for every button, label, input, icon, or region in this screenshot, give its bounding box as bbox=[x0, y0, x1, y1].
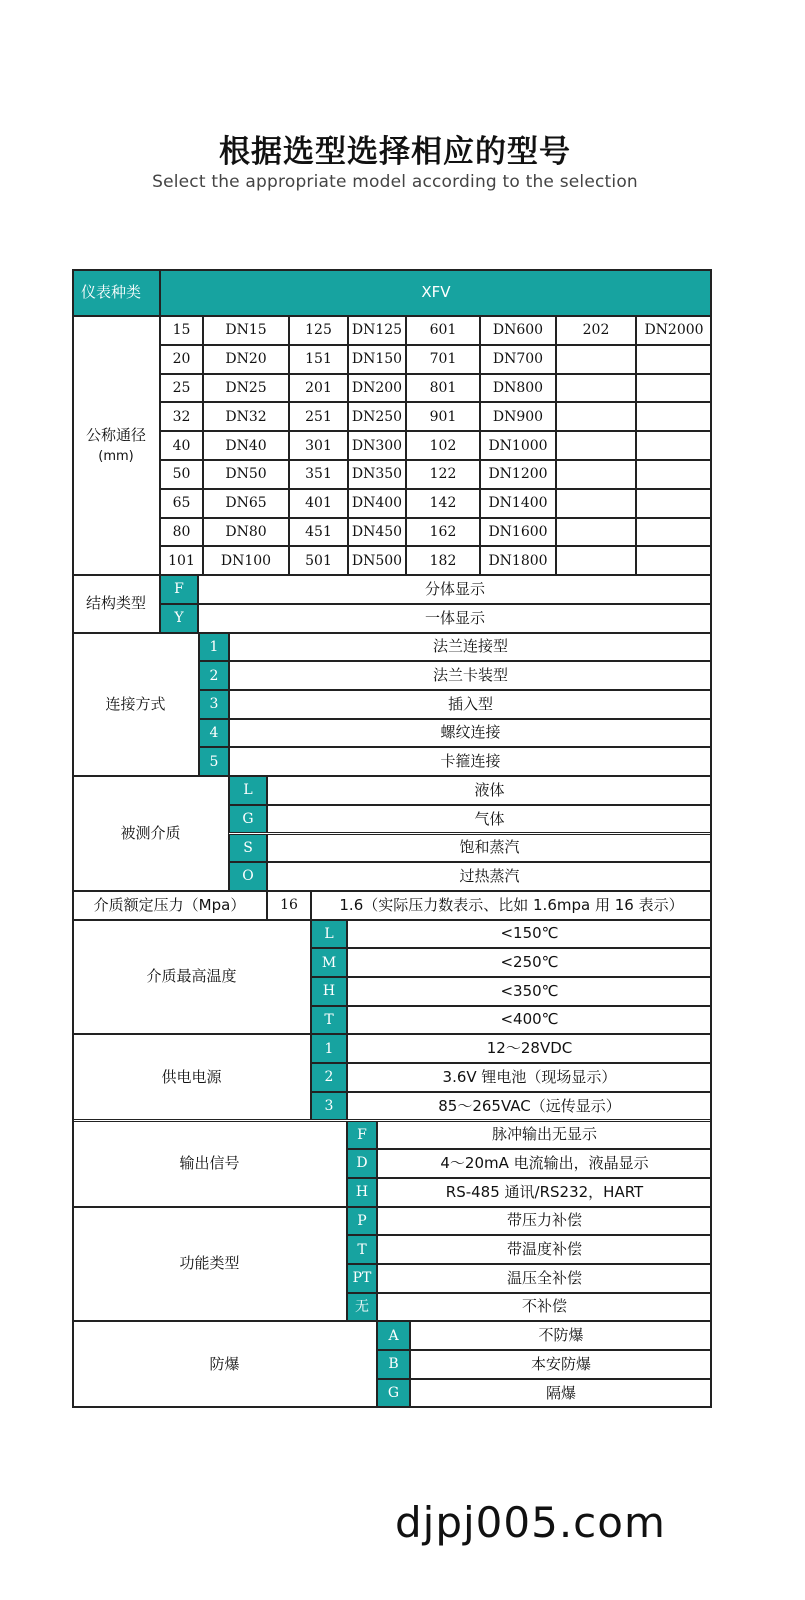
option-code: G bbox=[229, 805, 267, 834]
diameter-cell: DN25 bbox=[203, 374, 289, 403]
nominal-diameter-title: 公称通径 bbox=[85, 425, 146, 444]
option-code: 1 bbox=[199, 633, 229, 662]
nominal-diameter-unit: (mm) bbox=[98, 448, 134, 464]
option-desc: 不防爆 bbox=[410, 1321, 712, 1350]
diameter-cell: 301 bbox=[289, 431, 348, 460]
diameter-cell: 151 bbox=[289, 345, 348, 374]
diameter-cell bbox=[636, 489, 712, 518]
option-desc: RS-485 通讯/RS232，HART bbox=[377, 1178, 712, 1207]
option-code: Y bbox=[160, 604, 198, 633]
diameter-cell: DN40 bbox=[203, 431, 289, 460]
diameter-cell bbox=[556, 518, 636, 547]
option-desc: 带温度补偿 bbox=[377, 1235, 712, 1264]
diameter-cell: 125 bbox=[289, 316, 348, 345]
option-code: 无 bbox=[347, 1293, 377, 1322]
section-label: 连接方式 bbox=[72, 633, 199, 777]
diameter-cell: DN700 bbox=[480, 345, 556, 374]
diameter-cell: 101 bbox=[160, 546, 203, 575]
option-desc: 法兰连接型 bbox=[229, 633, 712, 662]
section-label: 功能类型 bbox=[72, 1207, 347, 1322]
instrument-type-label: 仪表种类 bbox=[72, 269, 160, 316]
section-label: 介质额定压力（Mpa） bbox=[72, 891, 267, 920]
diameter-cell: 65 bbox=[160, 489, 203, 518]
diameter-cell: 32 bbox=[160, 402, 203, 431]
diameter-cell: DN80 bbox=[203, 518, 289, 547]
diameter-cell: DN2000 bbox=[636, 316, 712, 345]
diameter-cell: 202 bbox=[556, 316, 636, 345]
diameter-cell: DN50 bbox=[203, 460, 289, 489]
diameter-cell: 401 bbox=[289, 489, 348, 518]
page-title: 根据选型选择相应的型号 bbox=[219, 134, 571, 170]
option-desc: 脉冲输出无显示 bbox=[377, 1121, 712, 1150]
diameter-cell bbox=[636, 431, 712, 460]
option-code: 4 bbox=[199, 719, 229, 748]
option-code: D bbox=[347, 1149, 377, 1178]
diameter-cell bbox=[556, 460, 636, 489]
option-desc: 本安防爆 bbox=[410, 1350, 712, 1379]
option-code: 2 bbox=[311, 1063, 347, 1092]
option-desc: 气体 bbox=[267, 805, 712, 834]
diameter-cell: DN65 bbox=[203, 489, 289, 518]
option-code: 1 bbox=[311, 1034, 347, 1063]
diameter-cell: DN100 bbox=[203, 546, 289, 575]
option-code: M bbox=[311, 948, 347, 977]
section-label: 被测介质 bbox=[72, 776, 229, 891]
section-label: 结构类型 bbox=[72, 575, 160, 632]
diameter-cell bbox=[636, 546, 712, 575]
option-code: 16 bbox=[267, 891, 311, 920]
diameter-cell: 201 bbox=[289, 374, 348, 403]
diameter-cell: DN150 bbox=[348, 345, 406, 374]
option-code: O bbox=[229, 862, 267, 891]
option-code: L bbox=[311, 920, 347, 949]
diameter-cell: DN32 bbox=[203, 402, 289, 431]
diameter-cell: DN600 bbox=[480, 316, 556, 345]
option-desc: 分体显示 bbox=[198, 575, 712, 604]
diameter-cell: 351 bbox=[289, 460, 348, 489]
diameter-cell: 25 bbox=[160, 374, 203, 403]
section-label: 介质最高温度 bbox=[72, 920, 311, 1035]
option-code: 3 bbox=[199, 690, 229, 719]
diameter-cell: 15 bbox=[160, 316, 203, 345]
option-desc: 饱和蒸汽 bbox=[267, 834, 712, 863]
diameter-cell: DN1000 bbox=[480, 431, 556, 460]
option-code: PT bbox=[347, 1264, 377, 1293]
option-desc: 带压力补偿 bbox=[377, 1207, 712, 1236]
diameter-cell: 451 bbox=[289, 518, 348, 547]
diameter-cell bbox=[556, 345, 636, 374]
diameter-cell bbox=[556, 546, 636, 575]
option-code: G bbox=[377, 1379, 410, 1408]
diameter-cell: DN800 bbox=[480, 374, 556, 403]
option-code: S bbox=[229, 834, 267, 863]
option-desc: 温压全补偿 bbox=[377, 1264, 712, 1293]
option-code: F bbox=[160, 575, 198, 604]
diameter-cell: DN900 bbox=[480, 402, 556, 431]
diameter-cell: DN20 bbox=[203, 345, 289, 374]
diameter-cell: 162 bbox=[406, 518, 480, 547]
diameter-cell: 40 bbox=[160, 431, 203, 460]
site-watermark: djpj005.com bbox=[395, 1498, 666, 1547]
diameter-cell: 801 bbox=[406, 374, 480, 403]
option-desc: 法兰卡装型 bbox=[229, 661, 712, 690]
diameter-cell: 122 bbox=[406, 460, 480, 489]
diameter-cell: DN400 bbox=[348, 489, 406, 518]
diameter-cell: 701 bbox=[406, 345, 480, 374]
diameter-cell: 601 bbox=[406, 316, 480, 345]
diameter-cell: 80 bbox=[160, 518, 203, 547]
diameter-cell: 182 bbox=[406, 546, 480, 575]
option-code: 5 bbox=[199, 747, 229, 776]
option-code: A bbox=[377, 1321, 410, 1350]
diameter-cell bbox=[636, 345, 712, 374]
option-desc: <150℃ bbox=[347, 920, 712, 949]
section-label: 供电电源 bbox=[72, 1034, 311, 1120]
option-desc: <250℃ bbox=[347, 948, 712, 977]
diameter-cell: DN125 bbox=[348, 316, 406, 345]
diameter-cell bbox=[556, 374, 636, 403]
section-label: 输出信号 bbox=[72, 1121, 347, 1207]
option-desc: 螺纹连接 bbox=[229, 719, 712, 748]
diameter-cell: 501 bbox=[289, 546, 348, 575]
diameter-cell: DN300 bbox=[348, 431, 406, 460]
diameter-cell bbox=[636, 518, 712, 547]
option-desc: 4～20mA 电流输出，液晶显示 bbox=[377, 1149, 712, 1178]
diameter-cell bbox=[556, 489, 636, 518]
diameter-cell: 142 bbox=[406, 489, 480, 518]
diameter-cell: DN250 bbox=[348, 402, 406, 431]
diameter-cell bbox=[636, 402, 712, 431]
option-desc: <400℃ bbox=[347, 1006, 712, 1035]
diameter-cell: DN350 bbox=[348, 460, 406, 489]
diameter-cell bbox=[556, 431, 636, 460]
diameter-cell bbox=[636, 460, 712, 489]
option-desc: 12～28VDC bbox=[347, 1034, 712, 1063]
diameter-cell: DN500 bbox=[348, 546, 406, 575]
option-code: P bbox=[347, 1207, 377, 1236]
option-desc: 3.6V 锂电池（现场显示） bbox=[347, 1063, 712, 1092]
option-code: T bbox=[347, 1235, 377, 1264]
option-code: 3 bbox=[311, 1092, 347, 1121]
option-desc: 1.6（实际压力数表示、比如 1.6mpa 用 16 表示） bbox=[311, 891, 712, 920]
option-code: 2 bbox=[199, 661, 229, 690]
diameter-cell: 50 bbox=[160, 460, 203, 489]
option-code: H bbox=[311, 977, 347, 1006]
option-code: F bbox=[347, 1121, 377, 1150]
option-desc: 插入型 bbox=[229, 690, 712, 719]
option-code: L bbox=[229, 776, 267, 805]
option-desc: 一体显示 bbox=[198, 604, 712, 633]
diameter-cell: DN450 bbox=[348, 518, 406, 547]
diameter-cell bbox=[556, 402, 636, 431]
option-code: H bbox=[347, 1178, 377, 1207]
page-subtitle: Select the appropriate model according to the selection bbox=[152, 172, 638, 192]
diameter-cell: DN1400 bbox=[480, 489, 556, 518]
option-desc: 不补偿 bbox=[377, 1293, 712, 1322]
diameter-cell: 102 bbox=[406, 431, 480, 460]
diameter-cell: 20 bbox=[160, 345, 203, 374]
diameter-cell: 901 bbox=[406, 402, 480, 431]
option-desc: 卡箍连接 bbox=[229, 747, 712, 776]
option-desc: 过热蒸汽 bbox=[267, 862, 712, 891]
diameter-cell: DN200 bbox=[348, 374, 406, 403]
diameter-cell: 251 bbox=[289, 402, 348, 431]
option-desc: 隔爆 bbox=[410, 1379, 712, 1408]
diameter-cell: DN1600 bbox=[480, 518, 556, 547]
diameter-cell: DN1200 bbox=[480, 460, 556, 489]
option-desc: 液体 bbox=[267, 776, 712, 805]
instrument-type-value: XFV bbox=[160, 269, 712, 316]
diameter-cell: DN15 bbox=[203, 316, 289, 345]
diameter-cell bbox=[636, 374, 712, 403]
section-label: 防爆 bbox=[72, 1321, 377, 1407]
option-code: B bbox=[377, 1350, 410, 1379]
option-desc: 85～265VAC（远传显示） bbox=[347, 1092, 712, 1121]
option-desc: <350℃ bbox=[347, 977, 712, 1006]
option-code: T bbox=[311, 1006, 347, 1035]
diameter-cell: DN1800 bbox=[480, 546, 556, 575]
nominal-diameter-label bbox=[72, 316, 160, 575]
